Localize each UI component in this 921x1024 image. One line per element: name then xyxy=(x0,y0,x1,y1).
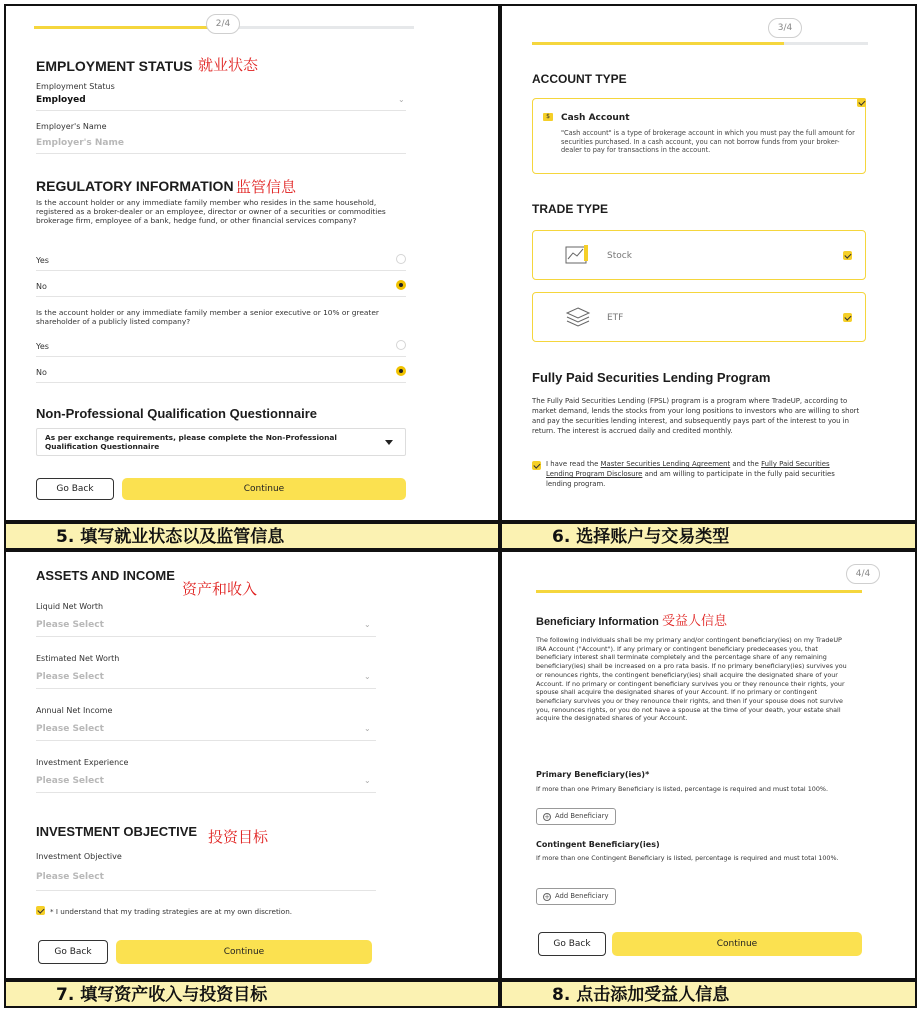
investment-objective-select[interactable]: Please Select xyxy=(36,872,104,882)
contingent-beneficiary-title: Contingent Beneficiary(ies) xyxy=(536,840,660,849)
step-indicator: 3/4 xyxy=(768,18,802,38)
divider xyxy=(36,890,376,891)
caption-step-7: 7. 填写资产收入与投资目标 xyxy=(4,980,500,1008)
objective-annotation: 投资目标 xyxy=(208,828,269,846)
chevron-down-icon[interactable]: ⌄ xyxy=(364,724,371,733)
fpsl-title: Fully Paid Securities Lending Program xyxy=(532,370,771,385)
agree-mid: and the xyxy=(730,460,762,468)
employer-name-label: Employer's Name xyxy=(36,122,107,131)
q1-yes-radio[interactable] xyxy=(396,254,406,264)
progress-fill xyxy=(536,590,862,593)
employment-status-title: EMPLOYMENT STATUS xyxy=(36,58,193,74)
investment-experience-select[interactable]: Please Select xyxy=(36,776,104,786)
q2-no-radio[interactable] xyxy=(396,366,406,376)
npq-dropdown-text: As per exchange requirements, please complete the Non-Professional Qualification Questionnaire xyxy=(45,433,337,451)
q1-option-no: No xyxy=(36,282,47,291)
plus-circle-icon: + xyxy=(544,813,550,821)
chevron-down-icon[interactable]: ⌄ xyxy=(364,672,371,681)
continue-button[interactable]: Continue xyxy=(122,478,406,500)
q2-option-no: No xyxy=(36,368,47,377)
caption-step-5: 5. 填写就业状态以及监管信息 xyxy=(4,522,500,550)
trade-etf-label: ETF xyxy=(607,313,624,323)
selected-check-icon xyxy=(857,98,866,107)
employment-status-select[interactable]: Employed xyxy=(36,95,86,105)
progress-stepper xyxy=(532,22,868,46)
go-back-button[interactable]: Go Back xyxy=(538,932,606,956)
q1-option-yes: Yes xyxy=(36,256,49,265)
estimated-net-worth-label: Estimated Net Worth xyxy=(36,654,120,663)
agree-suffix: and am willing to participate in the fully paid securities lending program. xyxy=(546,470,835,488)
divider xyxy=(36,382,406,383)
contingent-beneficiary-note: If more than one Contingent Beneficiary is listed, percentage is required and must total 100%. xyxy=(536,854,839,862)
chevron-down-icon[interactable]: ⌄ xyxy=(364,620,371,629)
cash-icon: $ xyxy=(543,113,553,121)
regulatory-info-title: REGULATORY INFORMATION xyxy=(36,178,234,194)
divider xyxy=(36,153,406,154)
trade-stock-label: Stock xyxy=(607,251,632,261)
regulatory-annotation: 监管信息 xyxy=(236,178,297,196)
assets-annotation: 资产和收入 xyxy=(182,580,258,598)
divider xyxy=(36,636,376,637)
agree-prefix: I have read the xyxy=(546,460,601,468)
cash-account-card[interactable] xyxy=(532,98,866,174)
divider xyxy=(36,792,376,793)
caret-down-icon xyxy=(385,440,393,445)
panel-employment xyxy=(4,4,500,522)
estimated-net-worth-select[interactable]: Please Select xyxy=(36,672,104,682)
divider xyxy=(36,270,406,271)
continue-button[interactable]: Continue xyxy=(612,932,862,956)
etf-check-icon[interactable] xyxy=(843,313,852,322)
agree-text xyxy=(546,459,856,489)
q1-no-radio[interactable] xyxy=(396,280,406,290)
chevron-down-icon[interactable]: ⌄ xyxy=(364,776,371,785)
stock-chart-icon xyxy=(565,243,591,267)
fpsl-description: The Fully Paid Securities Lending (FPSL) program is a program where TradeUP, according to market demand, lends the stocks from your long positions to investors who are willing to short and pay the securities lending interest, and subsequently pays part of the interest to you in return. The interest is accrued daily and credited monthly. xyxy=(532,397,860,435)
beneficiary-description: The following individuals shall be my primary and/or contingent beneficiary(ies) on my TradeUP IRA Account ("Account"). If any primary or contingent beneficiary predeceases you, that beneficiary interest shall terminate completely and the percentage share of any remaining beneficiary(ies) shall be increased on a pro rata basis. If no primary beneficiary(ies) survives you or renounces rights, the contingent beneficiary(ies) shall acquire the designated share of your Account. If no primary or contingent beneficiary survives you or they renounce their rights, your spouse shall acquire the designated shares of your Account. If no primary or contingent beneficiary survives you or they renounce their rights, and then if your spouse does not survive you, renounces rights, or you do not have a spouse at the time of your death, your estate shall acquire the designated shares of your Account. xyxy=(536,636,847,723)
q2-option-yes: Yes xyxy=(36,342,49,351)
cash-account-desc: "Cash account" is a type of brokerage account in which you must pay the full amount for securities purchased. In a cash account, you can not borrow funds from your broker-dealer to pay for transactions in the account. xyxy=(561,129,855,155)
investment-objective-label: Investment Objective xyxy=(36,852,122,861)
beneficiary-annotation: 受益人信息 xyxy=(662,614,728,629)
acknowledge-checkbox[interactable] xyxy=(36,906,45,915)
trade-stock-card[interactable] xyxy=(532,230,866,280)
npq-title: Non-Professional Qualification Questionnaire xyxy=(36,406,317,421)
divider xyxy=(36,110,406,111)
employment-annotation: 就业状态 xyxy=(198,56,259,74)
progress-fill xyxy=(34,26,224,29)
investment-objective-title: INVESTMENT OBJECTIVE xyxy=(36,824,198,839)
q2-yes-radio[interactable] xyxy=(396,340,406,350)
fpsl-disclosure-link[interactable]: Fully Paid Securities Lending Program Disclosure xyxy=(546,460,830,478)
primary-beneficiary-title: Primary Beneficiary(ies)* xyxy=(536,770,650,779)
stock-check-icon[interactable] xyxy=(843,251,852,260)
progress-stepper xyxy=(536,564,871,588)
add-contingent-beneficiary-button[interactable] xyxy=(536,888,616,905)
liquid-net-worth-select[interactable]: Please Select xyxy=(36,620,104,630)
cash-account-title: Cash Account xyxy=(561,113,630,123)
panel-assets-income xyxy=(4,550,500,980)
agree-checkbox[interactable] xyxy=(532,461,541,470)
employment-status-label: Employment Status xyxy=(36,82,115,91)
chevron-down-icon[interactable]: ⌄ xyxy=(398,95,405,104)
go-back-button[interactable]: Go Back xyxy=(38,940,108,964)
account-type-title: ACCOUNT TYPE xyxy=(532,72,627,86)
divider xyxy=(36,356,406,357)
continue-button[interactable]: Continue xyxy=(116,940,372,964)
investment-experience-label: Investment Experience xyxy=(36,758,129,767)
acknowledge-text: * I understand that my trading strategies are at my own discretion. xyxy=(50,907,293,916)
beneficiary-info-title: Beneficiary Information xyxy=(536,616,659,628)
caption-step-6: 6. 选择账户与交易类型 xyxy=(500,522,917,550)
primary-beneficiary-note: If more than one Primary Beneficiary is listed, percentage is required and must total 100%. xyxy=(536,785,828,793)
add-primary-beneficiary-button[interactable] xyxy=(536,808,616,825)
employer-name-input[interactable]: Employer's Name xyxy=(36,138,124,148)
npq-dropdown[interactable] xyxy=(36,428,406,456)
add-beneficiary-label: Add Beneficiary xyxy=(555,892,609,900)
regulatory-question-2: Is the account holder or any immediate family member a senior executive or 10% or greater shareholder of a publicly listed company? xyxy=(36,308,379,327)
panel-beneficiary xyxy=(500,550,917,980)
step-indicator: 2/4 xyxy=(206,14,240,34)
trade-type-title: TRADE TYPE xyxy=(532,202,609,216)
master-agreement-link[interactable]: Master Securities Lending Agreement xyxy=(600,460,731,468)
liquid-net-worth-label: Liquid Net Worth xyxy=(36,602,104,611)
assets-income-title: ASSETS AND INCOME xyxy=(36,568,175,583)
add-beneficiary-label: Add Beneficiary xyxy=(555,812,609,820)
annual-net-income-select[interactable]: Please Select xyxy=(36,724,104,734)
divider xyxy=(36,296,406,297)
etf-layers-icon xyxy=(565,305,591,329)
panel-account-type xyxy=(500,4,917,522)
regulatory-question-1: Is the account holder or any immediate family member who resides in the same household, registered as a broker-dealer or an employee, director or owner of a securities or commodities brokerage firm, employee of a bank, hedge fund, or other financial services company? xyxy=(36,198,386,226)
caption-step-8: 8. 点击添加受益人信息 xyxy=(500,980,917,1008)
divider xyxy=(36,688,376,689)
trade-etf-card[interactable] xyxy=(532,292,866,342)
go-back-button[interactable]: Go Back xyxy=(36,478,114,500)
progress-stepper xyxy=(34,12,414,36)
divider xyxy=(36,740,376,741)
annual-net-income-label: Annual Net Income xyxy=(36,706,113,715)
plus-circle-icon: + xyxy=(544,893,550,901)
step-indicator: 4/4 xyxy=(846,564,880,584)
progress-fill xyxy=(532,42,784,45)
